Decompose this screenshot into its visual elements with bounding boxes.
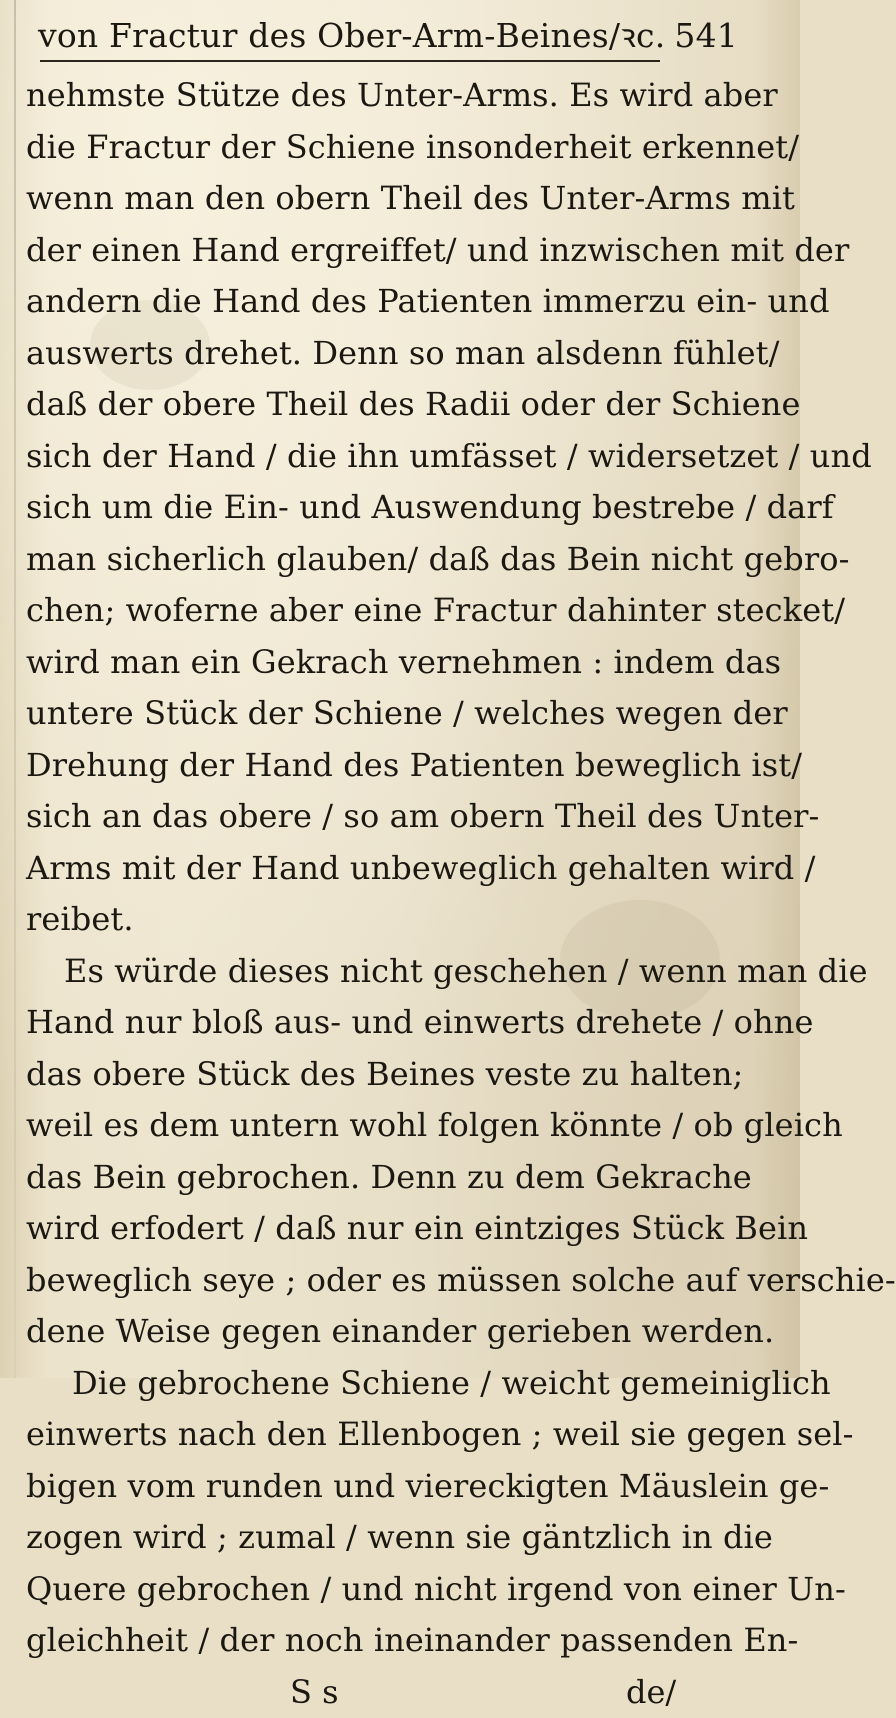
text-line: beweglich seye ; oder es müssen solche auf verschie-: [26, 1255, 738, 1307]
text-line: wenn man den obern Theil des Unter-Arms mit: [26, 173, 738, 225]
text-line: sich der Hand / die ihn umfässet / widersetzet / und: [26, 431, 738, 483]
signature-mark: S s: [290, 1667, 339, 1718]
gutter-shadow: [14, 0, 16, 1378]
text-line: der einen Hand ergreiffet/ und inzwischen mit der: [26, 225, 738, 277]
text-line: weil es dem untern wohl folgen könnte / ob gleich: [26, 1100, 738, 1152]
text-line: wird erfodert / daß nur ein eintziges Stück Bein: [26, 1203, 738, 1255]
catchword: de/: [626, 1667, 676, 1718]
text-line: die Fractur der Schiene insonderheit erkennet/: [26, 122, 738, 174]
head-rule: [40, 60, 660, 62]
text-line: gleichheit / der noch ineinander passenden En-: [26, 1615, 738, 1667]
paragraph-end-line: dene Weise gegen einander gerieben werden.: [26, 1306, 738, 1358]
text-line: Arms mit der Hand unbeweglich gehalten wird /: [26, 843, 738, 895]
text-line: wird man ein Gekrach vernehmen : indem das: [26, 637, 738, 689]
paragraph-start-line: Die gebrochene Schiene / weicht gemeiniglich: [26, 1358, 738, 1410]
text-line: nehmste Stütze des Unter-Arms. Es wird aber: [26, 70, 738, 122]
text-line: sich um die Ein- und Auswendung bestrebe / darf: [26, 482, 738, 534]
text-line: sich an das obere / so am obern Theil des Unter-: [26, 791, 738, 843]
text-line: andern die Hand des Patienten immerzu ein- und: [26, 276, 738, 328]
text-line: Drehung der Hand des Patienten beweglich ist/: [26, 740, 738, 792]
text-line: auswerts drehet. Denn so man alsdenn fühlet/: [26, 328, 738, 380]
text-line: das obere Stück des Beines veste zu halten;: [26, 1049, 738, 1101]
body-text: [26, 70, 738, 1718]
page-number: 541: [674, 14, 738, 58]
page-footer: [26, 1667, 738, 1718]
text-line: einwerts nach den Ellenbogen ; weil sie gegen sel-: [26, 1409, 738, 1461]
text-line: Hand nur bloß aus- und einwerts drehete / ohne: [26, 997, 738, 1049]
text-line: bigen vom runden und viereckigten Mäuslein ge-: [26, 1461, 738, 1513]
running-head: [38, 14, 738, 58]
text-line: chen; woferne aber eine Fractur dahinter stecket/: [26, 585, 738, 637]
paragraph-end-line: reibet.: [26, 894, 738, 946]
text-line: Quere gebrochen / und nicht irgend von einer Un-: [26, 1564, 738, 1616]
text-line: daß der obere Theil des Radii oder der Schiene: [26, 379, 738, 431]
paragraph-start-line: Es würde dieses nicht geschehen / wenn man die: [26, 946, 738, 998]
running-head-title: von Fractur des Ober-Arm-Beines/ꝛc.: [38, 14, 665, 58]
text-line: man sicherlich glauben/ daß das Bein nicht gebro-: [26, 534, 738, 586]
text-line: untere Stück der Schiene / welches wegen der: [26, 688, 738, 740]
text-line: zogen wird ; zumal / wenn sie gäntzlich in die: [26, 1512, 738, 1564]
text-line: das Bein gebrochen. Denn zu dem Gekrache: [26, 1152, 738, 1204]
